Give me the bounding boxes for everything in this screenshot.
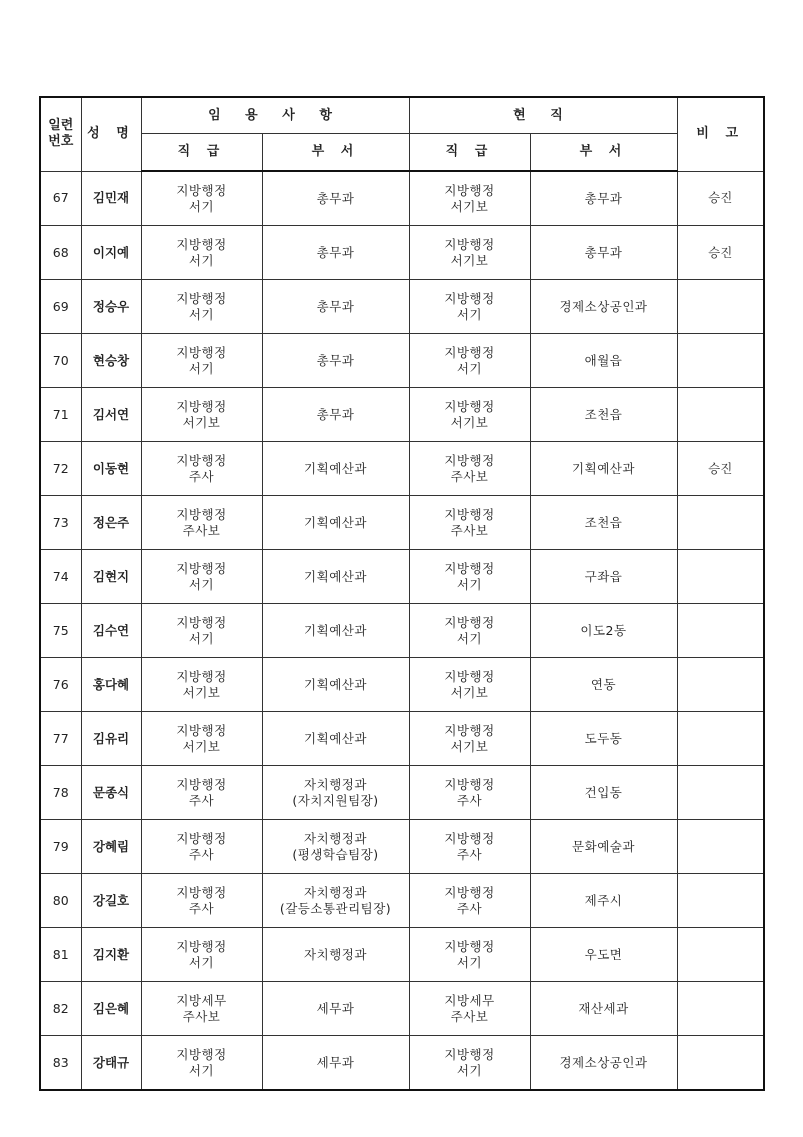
appt-rank-line1: 지방행정 xyxy=(176,938,227,954)
person-name: 김유리 xyxy=(92,730,130,746)
cur-rank-cell xyxy=(409,766,530,820)
remarks-cell xyxy=(677,604,764,658)
table-row xyxy=(40,171,764,226)
appt-rank-cell xyxy=(141,874,262,928)
serial-number: 69 xyxy=(52,298,69,314)
appt-rank-cell xyxy=(141,712,262,766)
appt-dept-line1: 세무과 xyxy=(316,1054,355,1070)
appt-dept-line1: 총무과 xyxy=(316,298,355,314)
appt-dept-cell xyxy=(262,334,409,388)
appt-dept-cell xyxy=(262,604,409,658)
appt-dept-cell xyxy=(262,874,409,928)
cur-dept: 연동 xyxy=(590,676,617,692)
cur-dept-cell xyxy=(530,388,677,442)
appt-rank-line2: 서기 xyxy=(188,360,215,376)
cur-dept: 이도2동 xyxy=(580,622,627,638)
cur-rank-line2: 서기 xyxy=(456,630,483,646)
cur-rank-line2: 서기 xyxy=(456,360,483,376)
cur-rank-line1: 지방세무 xyxy=(444,992,495,1008)
appt-rank-line2: 서기 xyxy=(188,630,215,646)
cur-rank-cell xyxy=(409,280,530,334)
name-cell xyxy=(81,1036,141,1091)
serial-number: 74 xyxy=(52,568,69,584)
name-cell xyxy=(81,766,141,820)
serial-number: 72 xyxy=(52,460,69,476)
header-serial-number xyxy=(40,97,81,171)
remarks-cell xyxy=(677,928,764,982)
cur-dept: 애월읍 xyxy=(584,352,623,368)
appt-dept-line1: 자치행정과 xyxy=(304,830,367,846)
appt-rank-line1: 지방행정 xyxy=(176,668,227,684)
appt-rank-line1: 지방행정 xyxy=(176,884,227,900)
person-name: 김서연 xyxy=(92,406,130,422)
appt-rank-line2: 주사 xyxy=(188,900,215,916)
appt-rank-cell xyxy=(141,388,262,442)
appt-rank-line1: 지방행정 xyxy=(176,344,227,360)
remarks-cell xyxy=(677,226,764,280)
appt-dept-line1: 총무과 xyxy=(316,190,355,206)
appt-rank-line1: 지방행정 xyxy=(176,398,227,414)
appt-rank-line1: 지방행정 xyxy=(176,830,227,846)
cur-rank-cell xyxy=(409,496,530,550)
cur-dept-cell xyxy=(530,1036,677,1091)
cur-rank-line1: 지방행정 xyxy=(444,938,495,954)
appt-dept-cell xyxy=(262,766,409,820)
person-name: 홍다혜 xyxy=(92,676,130,692)
cur-rank-cell xyxy=(409,820,530,874)
appt-dept-cell xyxy=(262,388,409,442)
remark-text: 승진 xyxy=(708,460,733,476)
serial-number: 76 xyxy=(52,676,69,692)
cur-dept: 조천읍 xyxy=(584,406,623,422)
cur-rank-cell xyxy=(409,928,530,982)
cur-dept-cell xyxy=(530,874,677,928)
appt-dept-cell xyxy=(262,712,409,766)
name-cell xyxy=(81,982,141,1036)
appt-dept-line1: 총무과 xyxy=(316,352,355,368)
appt-rank-line2: 주사보 xyxy=(182,522,221,538)
appt-rank-line1: 지방행정 xyxy=(176,776,227,792)
cur-rank-line2: 서기보 xyxy=(450,684,489,700)
appt-rank-line2: 서기 xyxy=(188,576,215,592)
appt-rank-cell xyxy=(141,928,262,982)
header-appt-dept: 부 서 xyxy=(262,134,409,172)
serial-number-cell xyxy=(40,1036,81,1091)
remarks-cell xyxy=(677,280,764,334)
cur-rank-cell xyxy=(409,604,530,658)
appt-rank-line1: 지방행정 xyxy=(176,722,227,738)
serial-number: 81 xyxy=(52,946,69,962)
cur-rank-line2: 서기보 xyxy=(450,198,489,214)
appt-dept-cell xyxy=(262,820,409,874)
serial-number: 83 xyxy=(52,1054,69,1070)
cur-rank-line1: 지방행정 xyxy=(444,830,495,846)
serial-number-cell xyxy=(40,280,81,334)
remarks-cell xyxy=(677,820,764,874)
appt-dept-line1: 기획예산과 xyxy=(304,514,367,530)
appt-rank-line2: 주사 xyxy=(188,792,215,808)
cur-dept-cell xyxy=(530,604,677,658)
serial-number-cell xyxy=(40,658,81,712)
person-name: 이동현 xyxy=(92,460,130,476)
cur-dept-cell xyxy=(530,171,677,226)
cur-rank-cell xyxy=(409,550,530,604)
appt-rank-line1: 지방행정 xyxy=(176,236,227,252)
cur-rank-line1: 지방행정 xyxy=(444,344,495,360)
cur-dept: 문화예술과 xyxy=(572,838,635,854)
appt-rank-line2: 서기 xyxy=(188,252,215,268)
cur-rank-line1: 지방행정 xyxy=(444,236,495,252)
header-remarks: 비 고 xyxy=(677,97,764,171)
cur-dept-cell xyxy=(530,496,677,550)
appt-dept-line1: 자치행정과 xyxy=(304,776,367,792)
table-row xyxy=(40,388,764,442)
appt-rank-line2: 서기보 xyxy=(182,414,221,430)
cur-dept-cell xyxy=(530,928,677,982)
cur-rank-line2: 서기 xyxy=(456,306,483,322)
serial-number: 78 xyxy=(52,784,69,800)
appt-dept-line1: 기획예산과 xyxy=(304,622,367,638)
appt-dept-line1: 총무과 xyxy=(316,406,355,422)
name-cell xyxy=(81,604,141,658)
serial-number-cell xyxy=(40,442,81,496)
remarks-cell xyxy=(677,496,764,550)
remarks-cell xyxy=(677,388,764,442)
name-cell xyxy=(81,874,141,928)
remark-text: 승진 xyxy=(708,244,733,260)
name-cell xyxy=(81,226,141,280)
cur-rank-cell xyxy=(409,388,530,442)
appt-rank-cell xyxy=(141,766,262,820)
appt-rank-cell xyxy=(141,604,262,658)
remarks-cell xyxy=(677,874,764,928)
cur-rank-line1: 지방행정 xyxy=(444,290,495,306)
header-appointment: 임 용 사 항 xyxy=(141,97,409,134)
person-name: 강길호 xyxy=(92,892,130,908)
appt-rank-cell xyxy=(141,226,262,280)
table-body xyxy=(40,171,764,1090)
cur-dept: 경제소상공인과 xyxy=(559,1054,648,1070)
appt-rank-line2: 서기 xyxy=(188,1062,215,1078)
appt-rank-cell xyxy=(141,280,262,334)
name-cell xyxy=(81,820,141,874)
table-row xyxy=(40,874,764,928)
cur-rank-line2: 서기보 xyxy=(450,414,489,430)
cur-dept: 제주시 xyxy=(584,892,623,908)
appt-rank-cell xyxy=(141,1036,262,1091)
remarks-cell xyxy=(677,550,764,604)
cur-rank-line1: 지방행정 xyxy=(444,884,495,900)
appt-rank-line2: 주사 xyxy=(188,468,215,484)
appt-dept-cell xyxy=(262,496,409,550)
cur-dept-cell xyxy=(530,226,677,280)
serial-number-cell xyxy=(40,928,81,982)
appt-dept-cell xyxy=(262,982,409,1036)
name-cell xyxy=(81,712,141,766)
cur-dept-cell xyxy=(530,280,677,334)
cur-rank-cell xyxy=(409,334,530,388)
serial-number: 70 xyxy=(52,352,69,368)
appt-dept-line1: 기획예산과 xyxy=(304,676,367,692)
cur-rank-line1: 지방행정 xyxy=(444,722,495,738)
remarks-cell xyxy=(677,712,764,766)
cur-rank-line1: 지방행정 xyxy=(444,614,495,630)
name-cell xyxy=(81,280,141,334)
cur-dept-cell xyxy=(530,766,677,820)
person-name: 문종식 xyxy=(92,784,130,800)
cur-dept: 재산세과 xyxy=(578,1000,629,1016)
cur-dept: 도두동 xyxy=(584,730,623,746)
cur-rank-line2: 주사 xyxy=(456,900,483,916)
serial-number: 82 xyxy=(52,1000,69,1016)
serial-number-cell xyxy=(40,388,81,442)
serial-number-cell xyxy=(40,226,81,280)
cur-dept-cell xyxy=(530,658,677,712)
appt-rank-cell xyxy=(141,550,262,604)
remarks-cell xyxy=(677,442,764,496)
cur-rank-cell xyxy=(409,442,530,496)
table-row xyxy=(40,334,764,388)
person-name: 김은혜 xyxy=(92,1000,130,1016)
appt-rank-cell xyxy=(141,982,262,1036)
remarks-cell xyxy=(677,766,764,820)
cur-rank-line1: 지방행정 xyxy=(444,182,495,198)
table-row xyxy=(40,496,764,550)
appt-dept-cell xyxy=(262,280,409,334)
cur-dept-cell xyxy=(530,712,677,766)
cur-rank-line1: 지방행정 xyxy=(444,398,495,414)
appt-rank-line1: 지방행정 xyxy=(176,506,227,522)
cur-dept-cell xyxy=(530,442,677,496)
cur-rank-line2: 주사 xyxy=(456,792,483,808)
name-cell xyxy=(81,658,141,712)
name-cell xyxy=(81,928,141,982)
cur-rank-cell xyxy=(409,226,530,280)
cur-dept-cell xyxy=(530,982,677,1036)
appt-dept-cell xyxy=(262,550,409,604)
appt-dept-cell xyxy=(262,1036,409,1091)
serial-number: 79 xyxy=(52,838,69,854)
appt-rank-line1: 지방행정 xyxy=(176,1046,227,1062)
cur-dept: 경제소상공인과 xyxy=(559,298,648,314)
name-cell xyxy=(81,171,141,226)
serial-number: 67 xyxy=(52,190,69,206)
cur-rank-cell xyxy=(409,712,530,766)
serial-number-cell xyxy=(40,766,81,820)
table-row xyxy=(40,982,764,1036)
person-name: 강혜림 xyxy=(92,838,130,854)
appt-dept-line2: (갈등소통관리팀장) xyxy=(279,900,392,916)
table-row xyxy=(40,928,764,982)
remarks-cell xyxy=(677,982,764,1036)
remarks-cell xyxy=(677,171,764,226)
cur-rank-cell xyxy=(409,1036,530,1091)
cur-rank-line1: 지방행정 xyxy=(444,452,495,468)
cur-rank-line2: 주사보 xyxy=(450,468,489,484)
appt-dept-line2: (자치지원팀장) xyxy=(292,792,379,808)
person-name: 김수연 xyxy=(92,622,130,638)
header-serial-line2: 번호 xyxy=(48,134,74,150)
appt-rank-cell xyxy=(141,171,262,226)
appt-dept-line2: (평생학습팀장) xyxy=(292,846,379,862)
table-row xyxy=(40,1036,764,1091)
person-name: 강태규 xyxy=(92,1054,130,1070)
appt-rank-line2: 서기 xyxy=(188,306,215,322)
serial-number: 71 xyxy=(52,406,69,422)
cur-dept: 구좌읍 xyxy=(584,568,623,584)
cur-dept: 기획예산과 xyxy=(572,460,635,476)
appt-dept-line1: 기획예산과 xyxy=(304,730,367,746)
table-row xyxy=(40,550,764,604)
person-name: 정승우 xyxy=(92,298,130,314)
person-name: 김현지 xyxy=(92,568,130,584)
appt-dept-line1: 총무과 xyxy=(316,244,355,260)
header-current-position: 현 직 xyxy=(409,97,677,134)
appt-rank-line2: 서기 xyxy=(188,198,215,214)
serial-number-cell xyxy=(40,874,81,928)
cur-rank-line1: 지방행정 xyxy=(444,776,495,792)
person-name: 현승창 xyxy=(92,352,130,368)
table-row xyxy=(40,604,764,658)
personnel-appointment-table xyxy=(39,96,765,1091)
appt-rank-line2: 서기 xyxy=(188,954,215,970)
cur-dept: 총무과 xyxy=(584,244,623,260)
cur-rank-line2: 서기 xyxy=(456,954,483,970)
cur-rank-cell xyxy=(409,171,530,226)
appt-rank-cell xyxy=(141,658,262,712)
appt-dept-line1: 자치행정과 xyxy=(304,946,367,962)
name-cell xyxy=(81,550,141,604)
table-row xyxy=(40,766,764,820)
cur-dept: 우도면 xyxy=(584,946,623,962)
appt-rank-line1: 지방행정 xyxy=(176,182,227,198)
header-cur-rank: 직 급 xyxy=(409,134,530,172)
serial-number: 80 xyxy=(52,892,69,908)
table-row xyxy=(40,442,764,496)
appt-rank-line2: 서기보 xyxy=(182,738,221,754)
serial-number: 73 xyxy=(52,514,69,530)
cur-rank-cell xyxy=(409,874,530,928)
serial-number-cell xyxy=(40,171,81,226)
table-row xyxy=(40,658,764,712)
name-cell xyxy=(81,442,141,496)
appt-rank-line1: 지방행정 xyxy=(176,452,227,468)
name-cell xyxy=(81,496,141,550)
cur-rank-line1: 지방행정 xyxy=(444,668,495,684)
table-row xyxy=(40,712,764,766)
appt-rank-cell xyxy=(141,496,262,550)
cur-dept: 건입동 xyxy=(584,784,623,800)
appt-dept-cell xyxy=(262,226,409,280)
appt-dept-line1: 기획예산과 xyxy=(304,460,367,476)
table-row xyxy=(40,280,764,334)
appt-rank-cell xyxy=(141,820,262,874)
table-row xyxy=(40,226,764,280)
cur-dept: 조천읍 xyxy=(584,514,623,530)
remarks-cell xyxy=(677,1036,764,1091)
cur-rank-line1: 지방행정 xyxy=(444,506,495,522)
appt-rank-cell xyxy=(141,334,262,388)
serial-number-cell xyxy=(40,820,81,874)
serial-number-cell xyxy=(40,334,81,388)
name-cell xyxy=(81,334,141,388)
cur-rank-line1: 지방행정 xyxy=(444,560,495,576)
serial-number: 75 xyxy=(52,622,69,638)
appt-rank-line2: 주사보 xyxy=(182,1008,221,1024)
cur-rank-line2: 주사보 xyxy=(450,1008,489,1024)
remark-text: 승진 xyxy=(708,190,733,206)
cur-rank-cell xyxy=(409,982,530,1036)
cur-rank-line2: 서기보 xyxy=(450,738,489,754)
serial-number: 77 xyxy=(52,730,69,746)
appt-dept-cell xyxy=(262,442,409,496)
cur-dept-cell xyxy=(530,334,677,388)
appt-rank-cell xyxy=(141,442,262,496)
remarks-cell xyxy=(677,658,764,712)
appt-rank-line1: 지방행정 xyxy=(176,614,227,630)
header-name: 성 명 xyxy=(81,97,141,171)
cur-rank-line2: 서기 xyxy=(456,1062,483,1078)
appt-rank-line1: 지방행정 xyxy=(176,560,227,576)
appt-dept-cell xyxy=(262,171,409,226)
header-row-top xyxy=(40,97,764,134)
header-appt-rank: 직 급 xyxy=(141,134,262,172)
cur-dept-cell xyxy=(530,550,677,604)
appt-rank-line1: 지방행정 xyxy=(176,290,227,306)
appt-dept-cell xyxy=(262,928,409,982)
appt-rank-line2: 서기보 xyxy=(182,684,221,700)
cur-dept: 총무과 xyxy=(584,190,623,206)
cur-rank-line1: 지방행정 xyxy=(444,1046,495,1062)
serial-number-cell xyxy=(40,712,81,766)
person-name: 정은주 xyxy=(92,514,130,530)
person-name: 이지예 xyxy=(92,244,130,260)
person-name: 김지환 xyxy=(92,946,130,962)
cur-rank-line2: 서기보 xyxy=(450,252,489,268)
serial-number-cell xyxy=(40,550,81,604)
appt-rank-line1: 지방세무 xyxy=(176,992,227,1008)
serial-number-cell xyxy=(40,496,81,550)
serial-number-cell xyxy=(40,982,81,1036)
serial-number-cell xyxy=(40,604,81,658)
cur-rank-cell xyxy=(409,658,530,712)
cur-rank-line2: 서기 xyxy=(456,576,483,592)
remarks-cell xyxy=(677,334,764,388)
appt-dept-cell xyxy=(262,658,409,712)
cur-dept-cell xyxy=(530,820,677,874)
serial-number: 68 xyxy=(52,244,69,260)
cur-rank-line2: 주사보 xyxy=(450,522,489,538)
table-row xyxy=(40,820,764,874)
header-serial-line1: 일련 xyxy=(48,118,74,134)
appt-rank-line2: 주사 xyxy=(188,846,215,862)
appt-dept-line1: 세무과 xyxy=(316,1000,355,1016)
appt-dept-line1: 기획예산과 xyxy=(304,568,367,584)
appt-dept-line1: 자치행정과 xyxy=(304,884,367,900)
header-row-sub xyxy=(40,134,764,172)
cur-rank-line2: 주사 xyxy=(456,846,483,862)
header-cur-dept: 부 서 xyxy=(530,134,677,172)
name-cell xyxy=(81,388,141,442)
person-name: 김민재 xyxy=(92,190,130,206)
